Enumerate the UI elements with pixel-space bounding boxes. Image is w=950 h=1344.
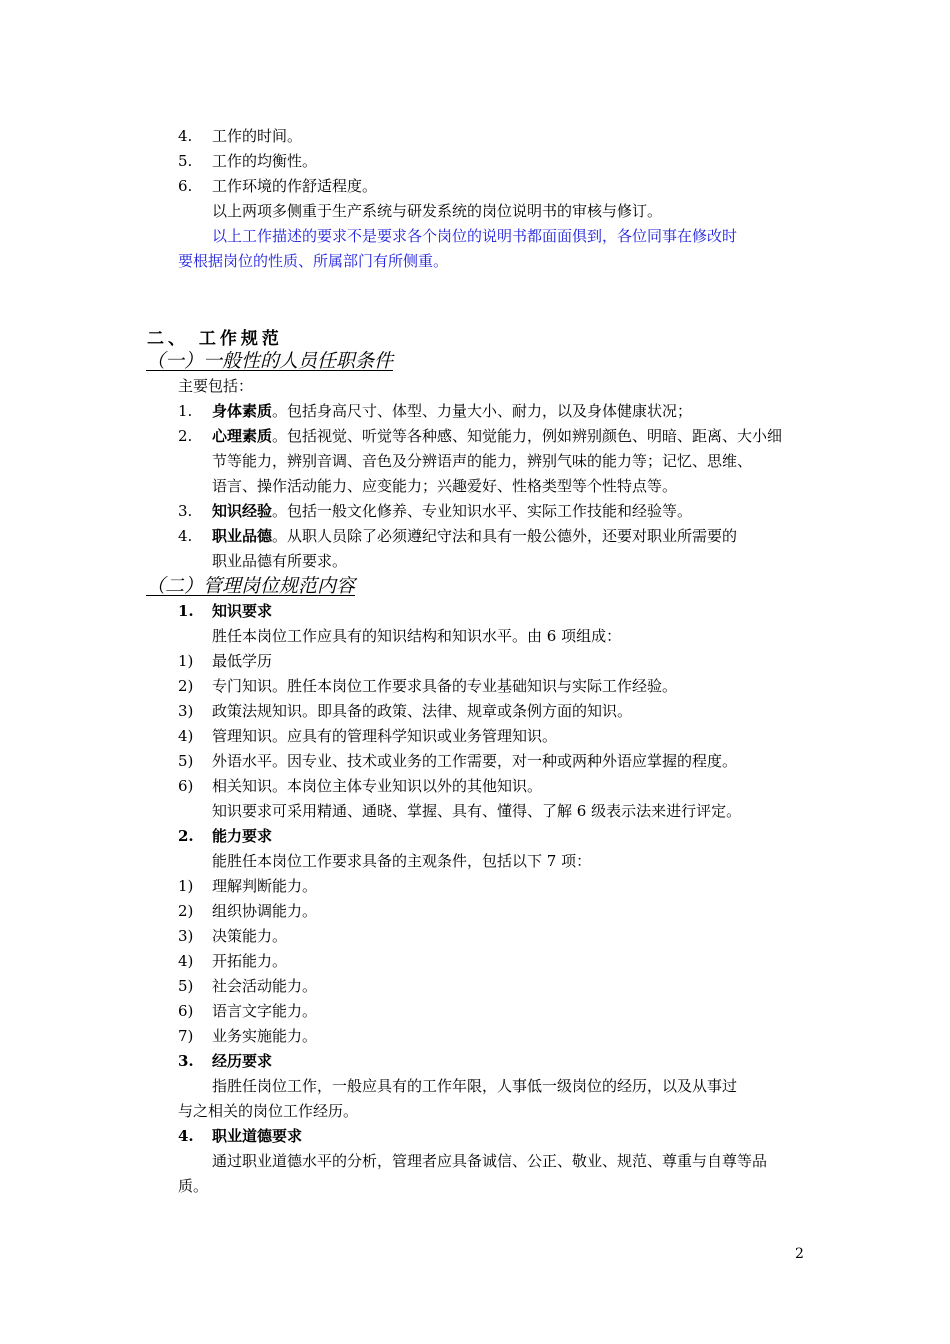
section-heading: 二、 工作规范 — [147, 329, 283, 349]
list-number: 2. — [178, 427, 193, 445]
req-title: 经历要求 — [212, 1052, 273, 1070]
list-item: 理解判断能力。 — [212, 877, 318, 895]
req-number: 4. — [178, 1127, 194, 1145]
req-intro: 能胜任本岗位工作要求具备的主观条件，包括以下 7 项： — [212, 852, 592, 870]
list-item: 管理知识。应具有的管理科学知识或业务管理知识。 — [212, 727, 558, 745]
list-number: 6) — [178, 777, 194, 795]
req-paragraph: 通过职业道德水平的分析，管理者应具备诚信、公正、敬业、规范、尊重与自尊等品 — [212, 1152, 768, 1170]
list-number: 2) — [178, 677, 194, 695]
list-item: 开拓能力。 — [212, 952, 288, 970]
list-number: 4. — [178, 127, 193, 145]
req-number: 3. — [178, 1052, 194, 1070]
list-item: 专门知识。胜任本岗位工作要求具备的专业基础知识与实际工作经验。 — [212, 677, 678, 695]
req-title: 职业道德要求 — [212, 1127, 303, 1145]
item-term: 身体素质 — [212, 402, 273, 420]
req-intro: 胜任本岗位工作应具有的知识结构和知识水平。由 6 项组成： — [212, 627, 622, 645]
list-item: 决策能力。 — [212, 927, 288, 945]
list-item: 组织协调能力。 — [212, 902, 318, 920]
subsection-heading: （一）一般性的人员任职条件 — [146, 350, 394, 372]
highlight-note-line: 以上工作描述的要求不是要求各个岗位的说明书都面面俱到，各位同事在修改时 — [212, 227, 738, 245]
list-number: 5. — [178, 152, 193, 170]
list-item: 政策法规知识。即具备的政策、法律、规章或条例方面的知识。 — [212, 702, 633, 720]
list-number: 5) — [178, 752, 194, 770]
list-item: 语言文字能力。 — [212, 1002, 318, 1020]
list-item-continued: 节等能力，辨别音调、音色及分辨语声的能力，辨别气味的能力等；记忆、思维、 — [212, 452, 753, 470]
list-number: 6) — [178, 1002, 194, 1020]
req-title: 能力要求 — [212, 827, 273, 845]
req-paragraph: 与之相关的岗位工作经历。 — [178, 1102, 359, 1120]
list-item: 外语水平。因专业、技术或业务的工作需要，对一种或两种外语应掌握的程度。 — [212, 752, 738, 770]
list-item: 工作的均衡性。 — [212, 152, 318, 170]
list-item-continued: 语言、操作活动能力、应变能力；兴趣爱好、性格类型等个性特点等。 — [212, 477, 678, 495]
list-number: 1) — [178, 877, 194, 895]
list-number: 4) — [178, 727, 194, 745]
req-paragraph: 指胜任岗位工作，一般应具有的工作年限，人事低一级岗位的经历，以及从事过 — [212, 1077, 738, 1095]
list-number: 5) — [178, 977, 194, 995]
list-item — [212, 499, 692, 524]
list-item — [212, 524, 737, 549]
list-number: 3. — [178, 502, 193, 520]
list-item: 相关知识。本岗位主体专业知识以外的其他知识。 — [212, 777, 543, 795]
list-item: 工作环境的作舒适程度。 — [212, 177, 378, 195]
list-item: 工作的时间。 — [212, 127, 303, 145]
list-number: 2) — [178, 902, 194, 920]
item-term: 心理素质 — [212, 427, 273, 445]
req-title: 知识要求 — [212, 602, 273, 620]
list-item: 业务实施能力。 — [212, 1027, 318, 1045]
page-number: 2 — [795, 1246, 804, 1262]
list-number: 3) — [178, 927, 194, 945]
item-desc: 。包括视觉、听觉等各种感、知觉能力，例如辨别颜色、明暗、距离、大小细 — [272, 427, 783, 445]
req-number: 2. — [178, 827, 194, 845]
highlight-note-line: 要根据岗位的性质、所属部门有所侧重。 — [178, 252, 449, 270]
list-number: 4) — [178, 952, 194, 970]
item-desc: 。从职人员除了必须遵纪守法和具有一般公德外，还要对职业所需要的 — [272, 527, 738, 545]
item-term: 知识经验 — [212, 502, 273, 520]
list-number: 4. — [178, 527, 193, 545]
list-item: 最低学历 — [212, 652, 273, 670]
req-outro: 知识要求可采用精通、通晓、掌握、具有、懂得、了解 6 级表示法来进行评定。 — [212, 802, 742, 820]
list-item: 社会活动能力。 — [212, 977, 318, 995]
subsection-heading: （二）管理岗位规范内容 — [146, 575, 356, 597]
item-desc: 。包括身高尺寸、体型、力量大小、耐力，以及身体健康状况； — [272, 402, 693, 420]
req-number: 1. — [178, 602, 194, 620]
list-item — [212, 424, 782, 449]
list-item-continued: 职业品德有所要求。 — [212, 552, 348, 570]
list-number: 7) — [178, 1027, 194, 1045]
list-number: 1. — [178, 402, 193, 420]
list-number: 3) — [178, 702, 194, 720]
list-number: 6. — [178, 177, 193, 195]
intro-text: 主要包括： — [178, 377, 254, 395]
req-paragraph: 质。 — [178, 1177, 209, 1195]
list-item — [212, 399, 692, 424]
note-paragraph: 以上两项多侧重于生产系统与研发系统的岗位说明书的审核与修订。 — [212, 202, 663, 220]
item-term: 职业品德 — [212, 527, 273, 545]
item-desc: 。包括一般文化修养、专业知识水平、实际工作技能和经验等。 — [272, 502, 693, 520]
list-number: 1) — [178, 652, 194, 670]
